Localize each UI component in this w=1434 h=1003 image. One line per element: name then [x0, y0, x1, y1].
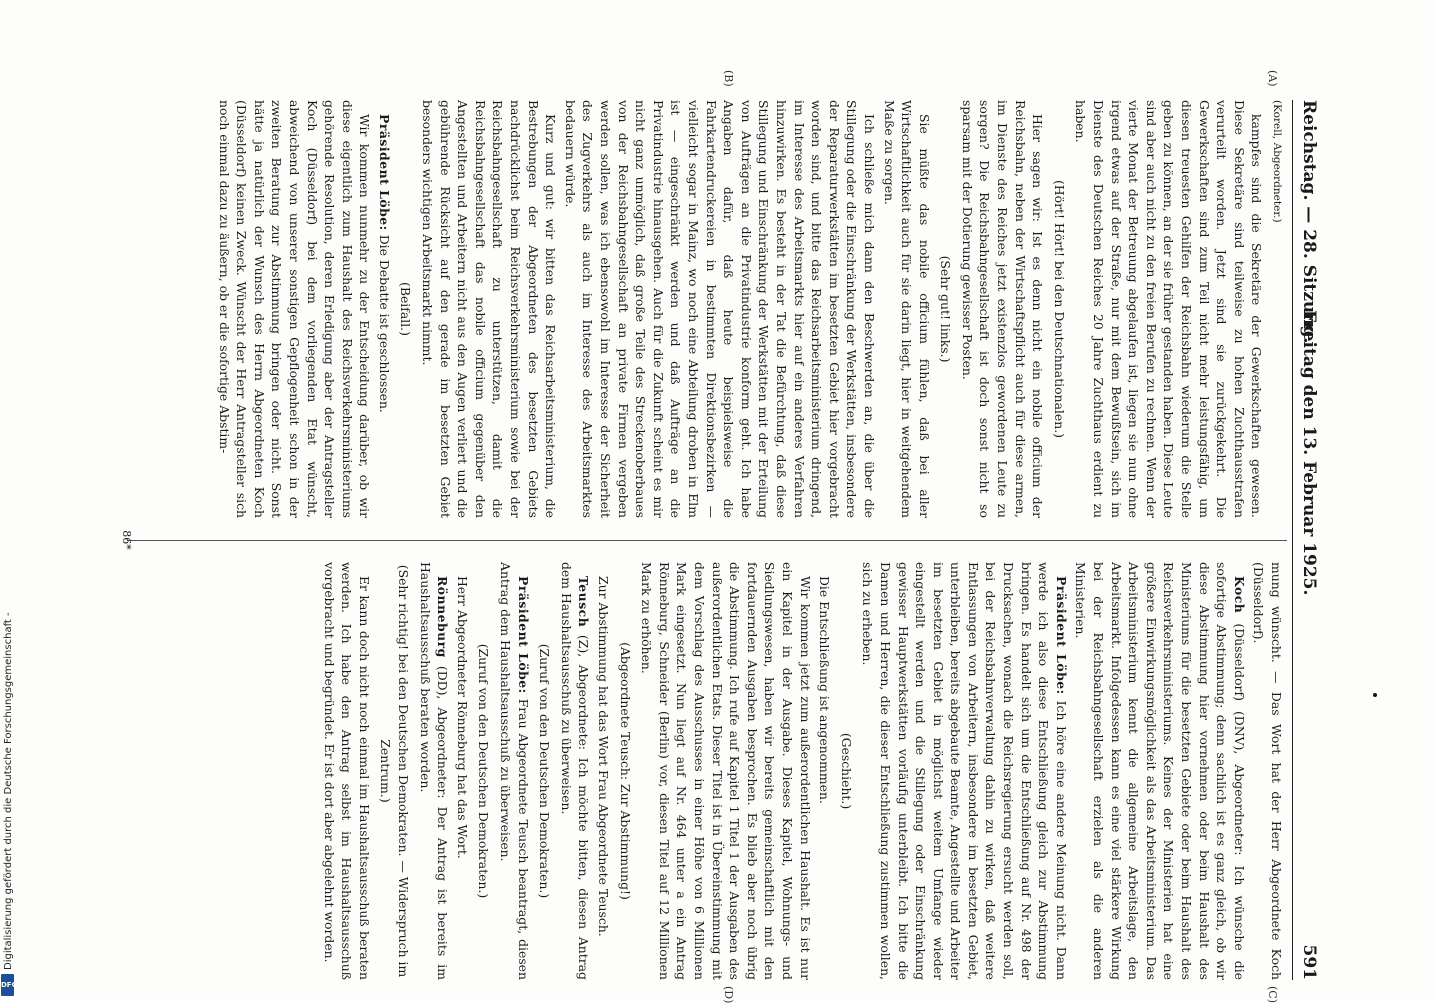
page-header [1295, 100, 1317, 980]
paragraph-speaker [496, 562, 531, 980]
digitization-credit [0, 605, 16, 1000]
speaker-text: (Z), Abgeordnete: Ich möchte bitten, diesen Antrag dem Haushaltsausschuß zu überweisen. [558, 562, 592, 980]
speaker-name: Rönneburg [435, 576, 451, 658]
speaker-text: (DD), Abgeordneter: Der Antrag ist bereits im Haushaltsausschuß beraten worden. [417, 562, 451, 980]
left-column [125, 100, 1285, 518]
interjection: (Zuruf von den Deutschen Demokraten.) [537, 643, 553, 899]
speaker-text: Ich höre eine andere Meinung nicht. Dann werde ich also diese Entschließung gleich zur Abstimmung bringen. Es handelt sich um die Entschließung auf Nr. 498 der Drucksachen, wonach die Reichsregierung ersucht werden soll, bei der Reichsbahnverwaltung dahin zu wirken, daß weitere Entlassungen von Arbeitern, insbesondere im besetzten Gebiet, unterbleiben, bereits abgebaute Beamte, Angestellte und Arbeiter im besetzten Gebiet in möglichst weitem Umfange wieder eingestellt werden und die Stillegung oder Einschränkung gewisser Hauptwerkstätten vorläufig unterbleibt. Ich bitte die Damen und Herren, die dieser Entschließung zustimmen wollen, sich zu erheben. [860, 562, 1069, 980]
paragraph: kampfes sind die Sekretäre der Gewerkschaften gewesen. Diese Sekretäre sind teilweise zu hohen Zuchthausstrafen verurteilt worden. Jetzt sind sie zurückgekehrt. Die Gewerkschaften sind zum Teil nicht mehr leistungsfähig, um diesen treuesten Gehilfen der Reichsbahn wiederum die Stelle geben zu können, an der sie früher gestanden haben. Diese Leute sind aber auch nicht zu den freien Berufen zu rechnen. Wenn der vierte Monat der Betreuung abgelaufen ist, liegen sie nun ohne irgend etwas auf der Straße, nur mit dem Bewußtsein, sich im Dienste des Deutschen Reiches 20 Jahre Zuchthaus erdient zu haben. [1073, 100, 1265, 518]
margin-marker-d: (D) [722, 986, 735, 1003]
interjection: (Zuruf von den Deutschen Demokraten.) [476, 643, 492, 899]
paragraph: Hier sagen wir: Ist es denn nicht ein nobile officium der Reichsbahn, neben der Wirtschaftspflicht auch für diese armen, im Dienste des Reiches jetzt existenzlos gewordenen Leute zu sorgen? Die Reichsbahngesellschaft ist doch sonst nicht so sparsam mit der Dotierung gewisser Posten. [959, 100, 1046, 518]
header-date: Freitag den 13. Februar 1925. [1299, 310, 1319, 596]
paragraph: Ich schließe mich dann den Beschwerden an, die über die Stillegung oder die Einschränkung der Werkstätten, insbesondere der Reparaturwerkstätten im besetzten Gebiet hier vorgebracht worden sind, und bitte das Reichsarbeitsministerium dringend, im Interesse des Arbeitsmarkts hier auf ein anderes Verfahren hinzuwirken. Es besteht in der Tat die Befürchtung, daß diese Stillegung und Einschränkung der Werkstätten mit der Erteilung von Aufträgen an die Privatindustrie konform geht. Ich habe Angaben dafür, daß heute beispielsweise die Fahrkartendruckereien in bestimmten Direktionsbezirken — vielleicht sogar in Mainz, wo noch eine Abteilung droben in Elm ist — eingeschränkt werden und daß Aufträge an die Privatindustrie hinausgehen. Auch für die Zukunft scheint es mir nicht ganz unmöglich, daß große Teile des Streckenoberbaues von der Reichsbahngesellschaft an private Firmen vergeben werden sollen, was ich ebensowohl im Interesse der Sicherheit des Zugverkehrs als auch im Interesse des Arbeitsmarktes bedauern würde. [562, 100, 877, 518]
page-number: 591 [1299, 944, 1319, 980]
paragraph-speaker [1072, 562, 1248, 980]
speaker-name: Präsident Löbe: [1053, 576, 1069, 695]
speaker-text: Frau Abgeordnete Teusch beantragt, diesen Antrag dem Haushaltsausschuß zu überweisen. [498, 562, 531, 980]
interjection: (Sehr richtig! bei den Deutschen Demokraten. — Widerspruch im Zentrum.) [378, 564, 412, 978]
paragraph: Wir kommen jetzt zum außerordentlichen Haushalt. Es ist nur ein Kapitel in der Ausgabe. Dieses Kapitel, Wohnungs- und Siedlungswesen, haben wir bereits gemeinschaftlich mit den fortdauernden Ausgaben besprochen. Es blieb aber noch übrig die Abstimmung. Ich rufe auf Kapitel 1 Titel 1 der Ausgaben des außerordentlichen Etats. Dieser Titel ist in Übereinstimmung mit dem Vorschlag des Ausschusses in einer Höhe von 6 Millionen Mark eingesetzt. Nun liegt auf Nr. 464 unter a ein Antrag Rönneburg, Schneider (Berlin) vor, diesen Titel auf 12 Millionen Mark zu erhöhen. [639, 562, 813, 980]
speaker-name: Präsident Löbe: [376, 114, 392, 231]
paragraph: mung wünscht. — Das Wort hat der Herr Abgeordnete Koch (Düsseldorf). [1251, 562, 1284, 980]
margin-marker-a: (A) [1266, 70, 1279, 87]
paragraph: Zur Abstimmung hat das Wort Frau Abgeordnete Teusch. [596, 576, 612, 937]
paragraph-speaker [416, 562, 451, 980]
paragraph: Die Entschließung ist angenommen. [817, 576, 833, 804]
paragraph: Kurz und gut: wir bitten das Reichsarbeitsministerium, die Bestrebungen der Abgeordneten des besetzten Gebiets nachdrücklichst beim Reichsverkehrsministerium sowie bei der Reichsbahngesellschaft zu unterstützen, damit die Reichsbahngesellschaft das nobile officium gegenüber den Angestellten und Arbeitern nicht aus den Augen verliert und die gebührende Rücksicht auf den gerade im besetzten Gebiet besonders wichtigen Arbeitsmarkt nimmt. [420, 100, 559, 518]
scan-speck [1373, 693, 1377, 697]
speaker-name: Präsident Löbe: [515, 576, 531, 694]
page-signature: 86* [119, 530, 133, 550]
paragraph-speaker [859, 562, 1070, 980]
paragraph-speaker [557, 562, 592, 980]
speaker-text: (Düsseldorf) (DNV), Abgeordneter: Ich wünsche die sofortige Abstimmung; denn sachlich ist es ganz gleich, ob wir diese Abstimmung hier vornehmen oder beim Haushalt des Ministeriums für die besetzten Gebiete oder beim Haushalt des Reichsverkehrsministeriums. Keines der Ministerien hat eine größere Einwirkungsmöglichkeit als das Arbeitsministerium. Das Arbeitsministerium kennt die allgemeine Arbeitslage, den Arbeitsmarkt. Infolgedessen kann es eine viel stärkere Wirkung bei der Reichsbahngesellschaft erzielen als die anderen Ministerien. [1073, 562, 1247, 980]
margin-marker-c: (C) [1266, 986, 1279, 1003]
interjection: (Abgeordnete Teusch: Zur Abstimmung!) [617, 642, 633, 900]
header-session: Reichstag. — 28. Sitzung. [1299, 100, 1319, 344]
scanned-page [117, 70, 1319, 1003]
paragraph: Wir kommen nunmehr zu der Entscheidung darüber, ob wir diese eigentlich zum Haushalt des Reichsverkehrsministeriums gehörende Resolution, deren Erledigung aber der Antragsteller Koch (Düsseldorf) bei dem vorliegenden Etat wünscht, abweichend von unserer sonstigen Gepflogenheit schon in der zweiten Beratung zur Abstimmung bringen oder nicht. Sonst hätte ja natürlich der Wunsch des Herrn Abgeordneten Koch (Düsseldorf) keinen Zweck. Wünscht der Herr Antragsteller sich noch einmal dazu zu äußern, ob er die sofortige Abstim- [216, 100, 373, 518]
interjection: (Hört! Hört! bei den Deutschnationalen.) [1051, 179, 1067, 439]
paragraph: Herr Abgeordneter Rönneburg hat das Wort. [454, 576, 470, 859]
speaker-line: (Korell, Abgeordneter.) [1271, 100, 1283, 223]
speaker-name: Koch [1231, 576, 1247, 614]
paragraph-speaker [375, 100, 393, 518]
interjection: (Sehr gut! links.) [938, 255, 954, 363]
margin-marker-b: (B) [722, 70, 735, 87]
paragraph: Er kann doch nicht noch einmal im Haushaltsausschuß beraten werden. Ich habe den Antrag selbst im Haushaltsausschuß vorgebracht und begründet. Er ist dort aber abgelehnt worden. [321, 562, 372, 980]
speaker-name: Teusch [576, 576, 592, 628]
dfg-logo: DFG [1, 974, 14, 996]
right-column [125, 562, 1285, 980]
interjection: (Geschieht.) [838, 732, 854, 810]
paragraph: Sie müßte das nobile officium fühlen, daß bei aller Wirtschaftlichkeit auch für sie darin liegt, hier in weitgehendem Maße zu sorgen. [881, 100, 932, 518]
credit-text: Digitalisierung gefördert durch die Deutsche Forschungsgemeinschaft - [3, 612, 14, 970]
header-rule [1292, 100, 1293, 980]
speaker-text: Die Debatte ist geschlossen. [376, 234, 392, 413]
interjection: (Beifall.) [398, 282, 414, 336]
column-divider [127, 540, 1287, 541]
